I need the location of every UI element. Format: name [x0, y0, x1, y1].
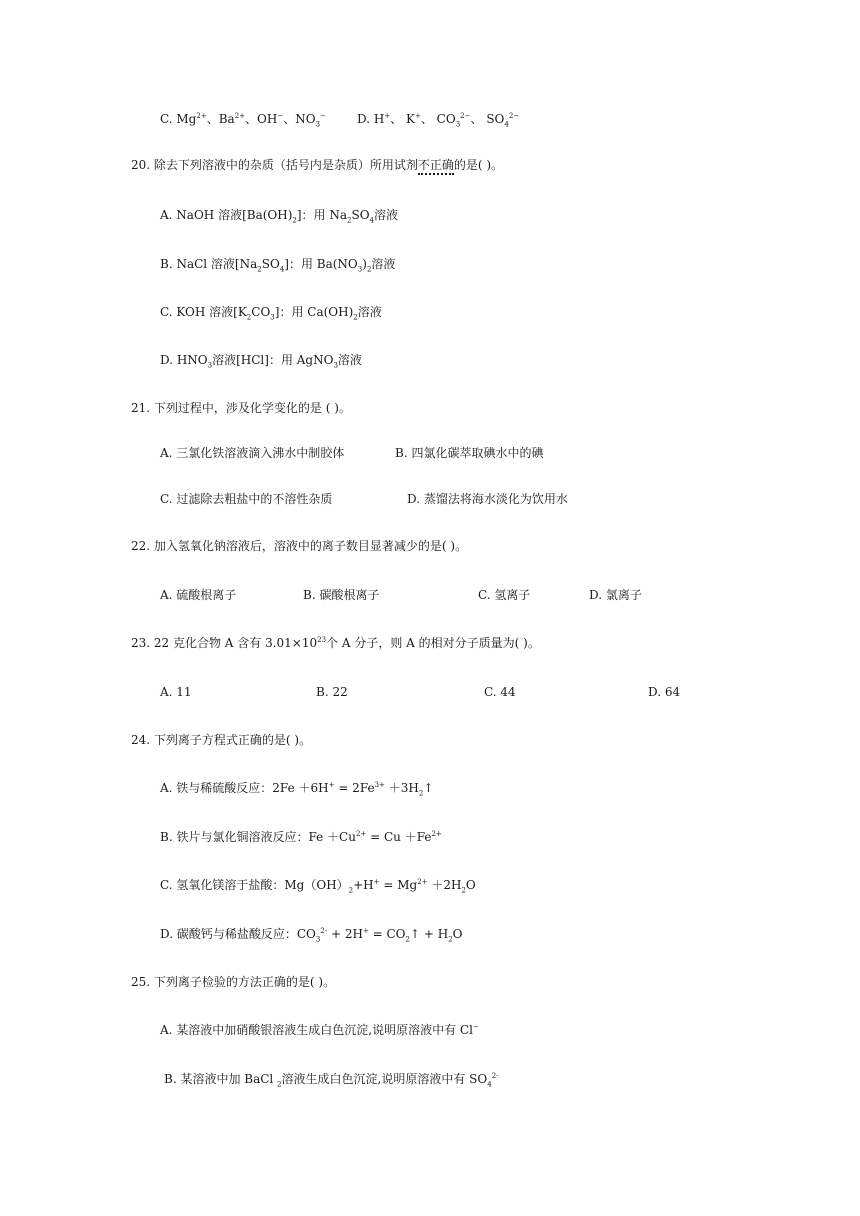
q22-option-a: A. 硫酸根离子 — [160, 588, 237, 602]
q20-option-a: A. NaOH 溶液$[Ba(OH)_2]$：用 $Na_2SO_4$溶液 — [160, 208, 399, 225]
q20-option-d: D. $HNO_3$溶液[HCl]：用 AgNO$_3$溶液 — [160, 353, 362, 370]
q20-option-c: C. KOH 溶液$[K_2CO_3]$：用 $Ca(OH)_2$溶液 — [160, 305, 382, 322]
emphasis-dots: 不正确 — [418, 158, 454, 175]
q24-stem: 24. 下列离子方程式正确的是( )。 — [131, 733, 312, 747]
q20-option-b: B. NaCl 溶液$[Na_2SO_4]$：用 $Ba(NO_3)_2$溶液 — [160, 257, 396, 274]
q21-option-b: B. 四氯化碳萃取碘水中的碘 — [395, 446, 544, 460]
q22-option-b: B. 碳酸根离子 — [303, 588, 380, 602]
q22-option-d: D. 氯离子 — [589, 588, 642, 602]
q21-option-c: C. 过滤除去粗盐中的不溶性杂质 — [160, 492, 333, 506]
q22-stem: 22. 加入氢氧化钠溶液后，溶液中的离子数目显著减少的是( )。 — [131, 539, 468, 553]
q23-option-a: A. 11 — [160, 685, 192, 699]
q25-option-b: B. 某溶液中加 BaCl $_2$溶液生成白色沉淀,说明原溶液中有 $SO_4^{2-}$ — [164, 1072, 499, 1089]
q19-option-d: D. H+、 K+、 $CO_3^{2-}$、 $SO_4^{2-}$ — [357, 112, 520, 129]
q23-option-b: B. 22 — [316, 685, 348, 699]
q21-stem: 21. 下列过程中，涉及化学变化的是 ( )。 — [131, 401, 351, 415]
q21-option-d: D. 蒸馏法将海水淡化为饮用水 — [407, 492, 568, 506]
q24-option-a: A. 铁与稀硫酸反应：$2Fe +6H^+ = 2Fe^{3+}$ $+3H_2↑$ — [160, 781, 434, 798]
q23-option-c: C. 44 — [484, 685, 516, 699]
q22-option-c: C. 氢离子 — [478, 588, 531, 602]
q23-stem: 23. 22 克化合物 A 含有 $3.01\times 10^{23}$个 A 分子，则 A 的相对分子质量为( )。 — [131, 636, 540, 650]
q25-stem: 25. 下列离子检验的方法正确的是( )。 — [131, 975, 336, 989]
q25-option-a: A. 某溶液中加硝酸银溶液生成白色沉淀,说明原溶液中有 Cl− — [160, 1023, 479, 1037]
q24-option-b: B. 铁片与氯化铜溶液反应：$Fe +Cu^{2+} = Cu +Fe^{2+}$ — [160, 830, 442, 844]
q19-option-c: C. $Mg^{2+}$、$Ba^{2+}$、OH−、$NO_3^-$ — [160, 112, 326, 129]
q23-option-d: D. 64 — [648, 685, 681, 699]
q24-option-c: C. 氢氧化镁溶于盐酸：$Mg(OH)_2+H^+ = Mg^{2+} +2H_2O$ — [160, 878, 476, 895]
q21-option-a: A. 三氯化铁溶液滴入沸水中制胶体 — [160, 446, 345, 460]
q20-stem: 20. 除去下列溶液中的杂质（括号内是杂质）所用试剂不正确的是( )。 — [131, 157, 503, 173]
q24-option-d: D. 碳酸钙与稀盐酸反应：$CO_3^{2-} + 2H^+$ = $CO_2↑ + H_2O$ — [160, 927, 463, 944]
